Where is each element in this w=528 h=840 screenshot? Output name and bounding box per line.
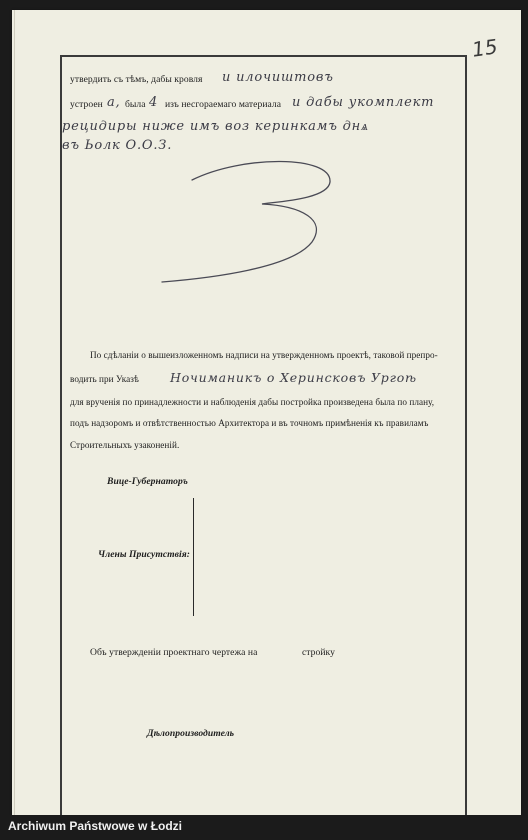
right-border-line: [465, 55, 467, 815]
paragraph-line-2: водить при Указѣ: [70, 374, 139, 384]
pen-scribble-drawing: [152, 160, 352, 290]
members-label: Члены Присутствія:: [98, 549, 190, 560]
line1-printed: утвердить съ тѣмъ, дабы кровля: [70, 74, 203, 85]
clerk-label: Дѣлопроизводитель: [147, 728, 235, 739]
signature-bracket: [193, 498, 200, 616]
approval-text-end: стройку: [302, 647, 335, 658]
archive-footer: [0, 815, 528, 840]
line2-printed-c: изъ несгораемаго материала: [165, 99, 282, 110]
page-number: 15: [470, 34, 499, 62]
paragraph-line-3: для врученія по принадлежности и наблюденія дабы постройка произведена была по плану,: [70, 397, 435, 407]
vice-governor-label: Вице-Губернаторъ: [107, 476, 188, 487]
line2-handwriting-b: 4: [149, 95, 159, 110]
line3-handwriting: рецидиры ниже имъ воз керинкамъ днѧ: [62, 119, 369, 134]
approval-text: Объ утвержденіи проектнаго чертежа на: [90, 647, 258, 658]
line2-printed-b: была: [125, 99, 146, 110]
paragraph-line-5: Строительныхъ узаконеній.: [70, 440, 180, 450]
line1-handwriting: и илочиштовъ: [222, 70, 334, 85]
left-border-line: [60, 55, 62, 815]
paragraph-line-2-handwriting: Ночиманикъ о Херинсковъ Ургоѣ: [170, 370, 417, 385]
paragraph-line-1: По сдѣланіи о вышеизложенномъ надписи на утвержденномъ проектѣ, таковой препро-: [90, 350, 438, 360]
document-page: [12, 10, 521, 815]
archive-name: Archiwum Państwowe w Łodzi: [8, 819, 183, 833]
paragraph-line-4: подъ надзоромъ и отвѣтственностью Архитектора и въ точномъ примѣненія къ правиламъ: [70, 418, 429, 428]
margin-fold-line: [14, 10, 15, 815]
line4-handwriting: въ Ьолк О.О.З.: [62, 138, 173, 153]
top-border-line: [60, 55, 467, 57]
line2-handwriting-c: и дабы укомплект: [292, 95, 435, 110]
line2-printed-a: устроен: [70, 99, 103, 110]
line2-handwriting-a: а,: [107, 95, 121, 110]
